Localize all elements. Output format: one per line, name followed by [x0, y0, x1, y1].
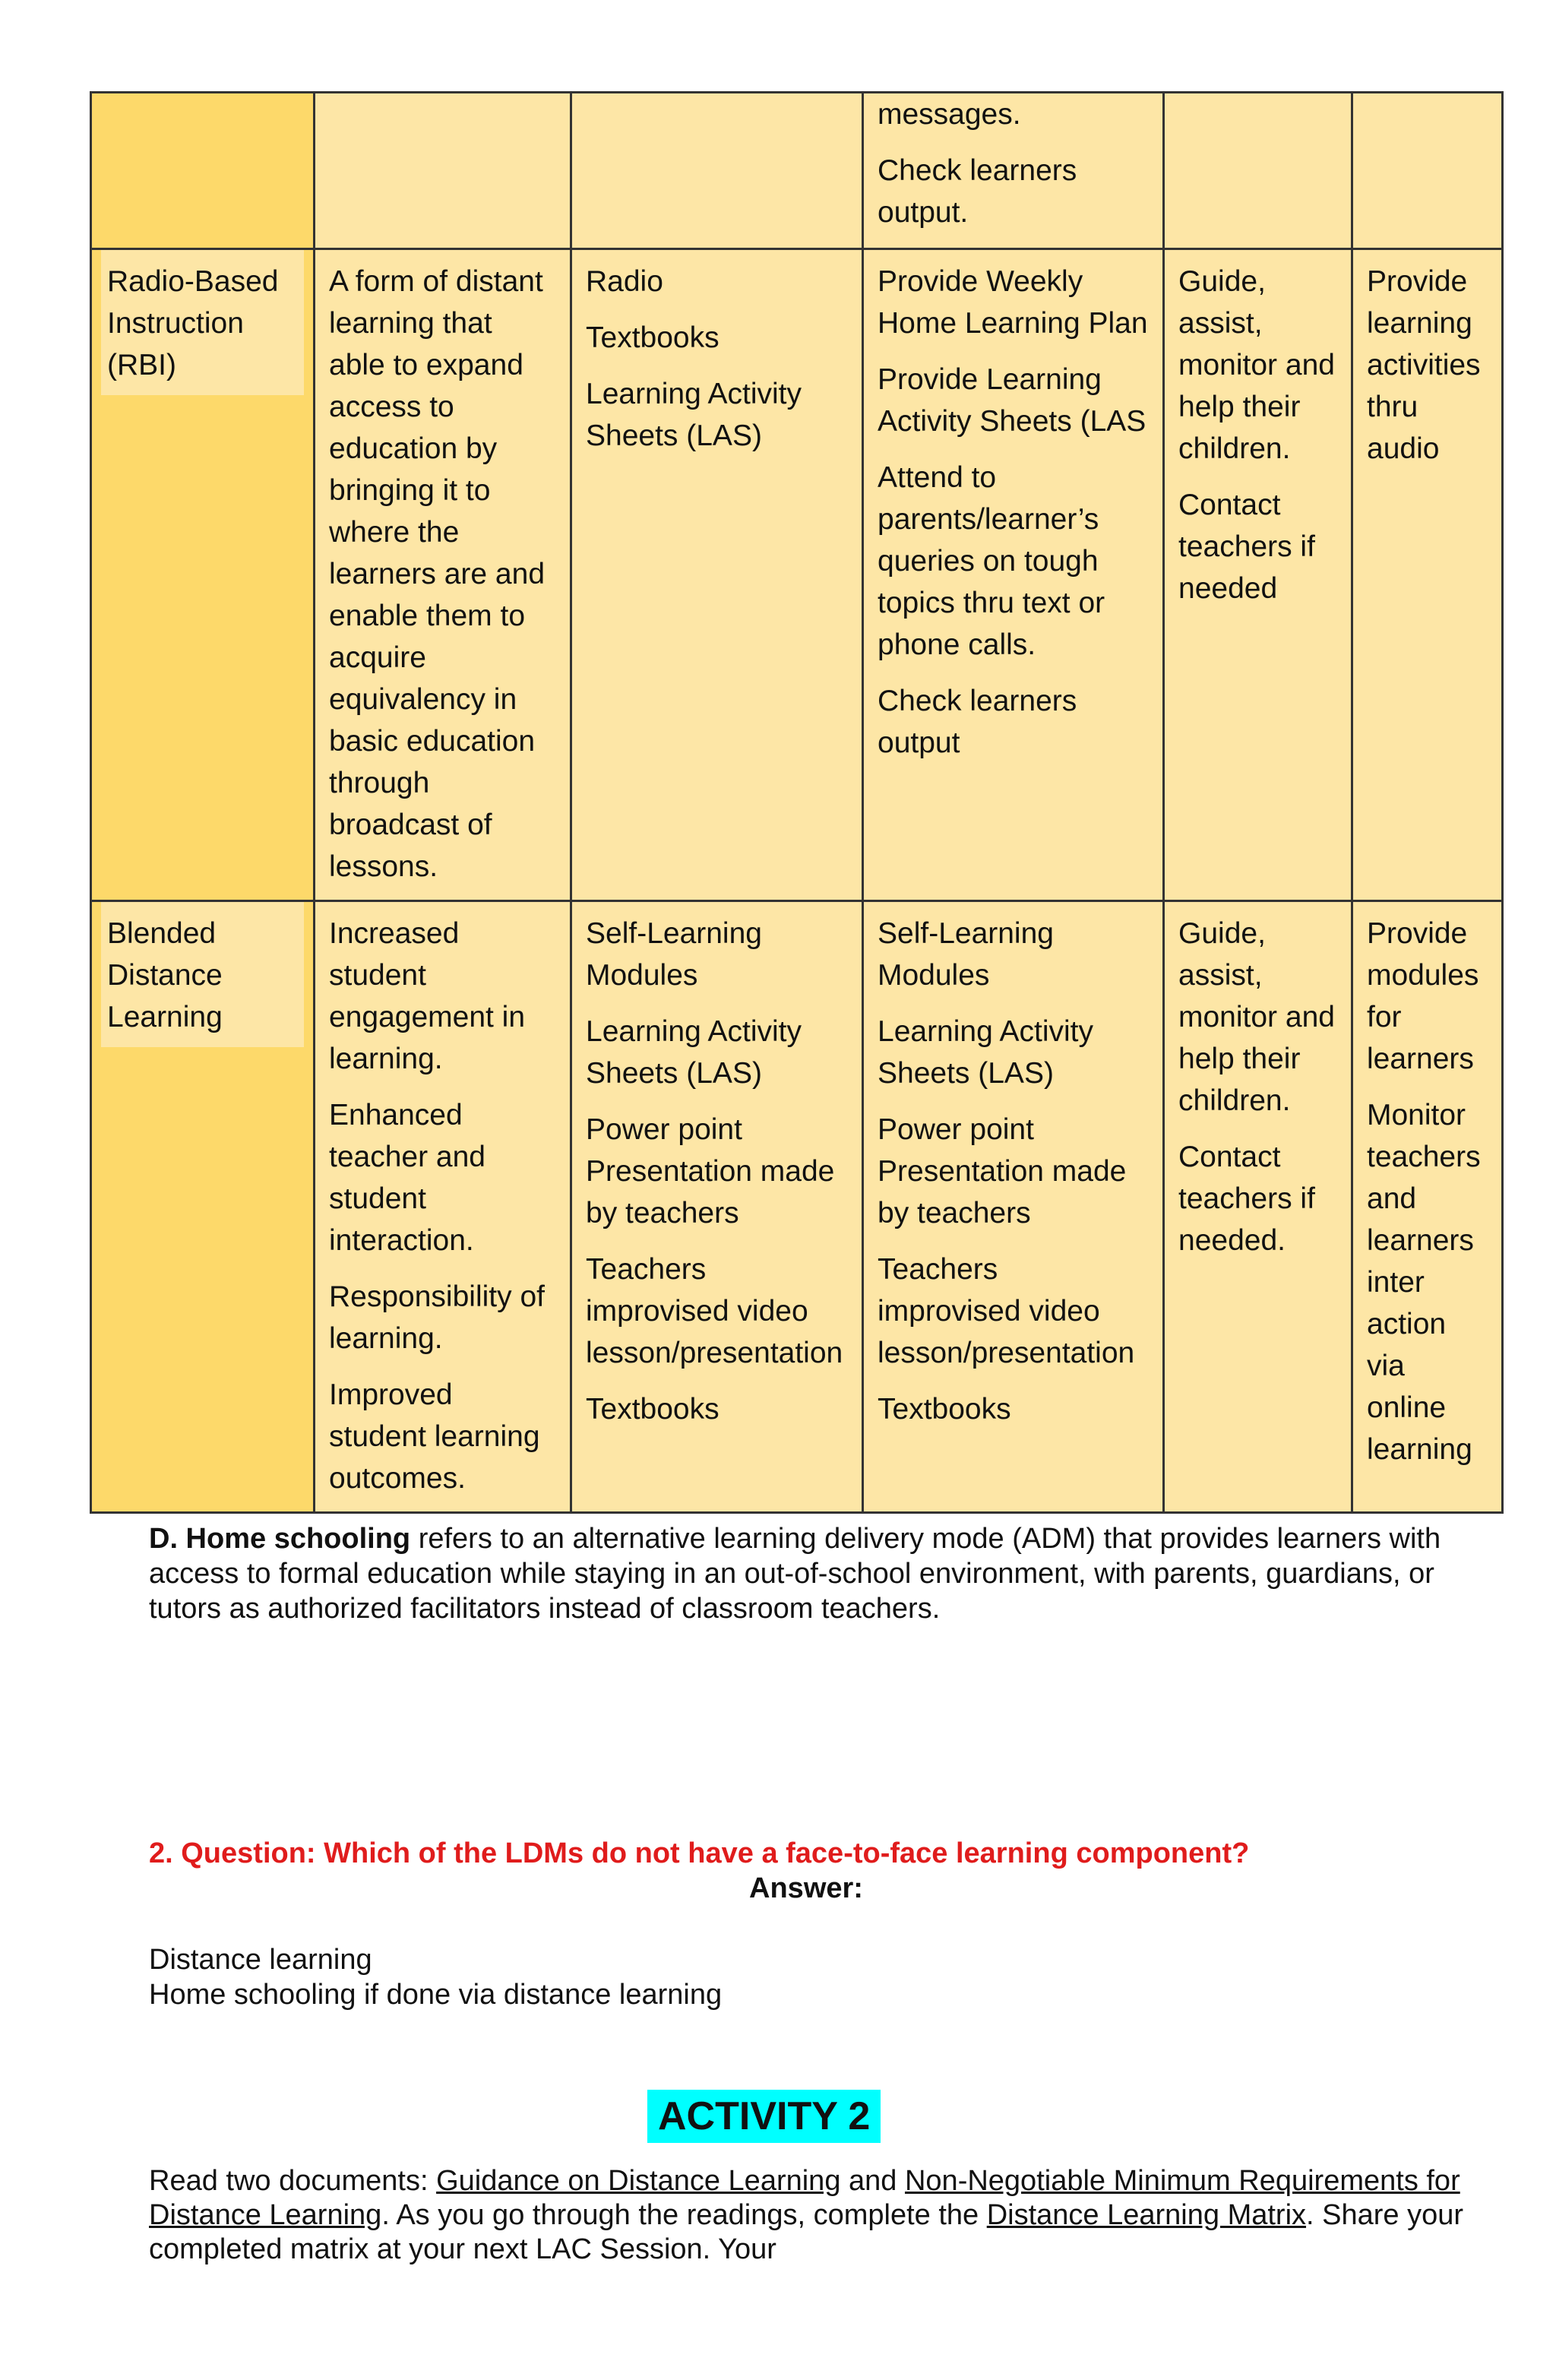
resources-item: Learning Activity Sheets (LAS): [586, 378, 802, 452]
school-item: Provide modules for learners: [1367, 917, 1479, 1075]
resources-item: Radio: [586, 265, 663, 298]
table-row: [91, 901, 1503, 1513]
resources-item: Learning Activity Sheets (LAS): [586, 1015, 802, 1090]
resources-cell: [571, 901, 863, 1513]
description-cell: [315, 249, 571, 901]
answer-label: Answer:: [749, 1872, 863, 1904]
description-item: Increased student engagement in learning.: [329, 917, 526, 1075]
home-schooling-text: refers to an alternative learning delivery mode (ADM) that provides learners with access to formal education while staying in an out-of-school environment, with parents, guardians, or tutors as authorized facilitators instead of classroom teachers.: [149, 1523, 1441, 1625]
requirements-link[interactable]: Non-Negotiable Minimum Requirements for Distance Learning: [149, 2165, 1460, 2231]
activity-end: . Share your completed matrix at your next LAC Session. Your: [149, 2199, 1464, 2265]
mode-label: Blended Distance Learning: [101, 902, 304, 1047]
school-cell: [1352, 93, 1503, 249]
resources-item: Teachers improvised video lesson/presentation: [586, 1253, 843, 1369]
teacher-cell: [863, 249, 1164, 901]
table-row: [91, 249, 1503, 901]
description-item: A form of distant learning that able to expand access to education by bringing it to where the learners are and enable them to acquire equivalency in basic education through broadcast of lessons.: [329, 265, 546, 883]
resources-cell: [571, 93, 863, 249]
resources-cell: [571, 249, 863, 901]
teacher-item: Teachers improvised video lesson/presentation: [878, 1253, 1135, 1369]
ldm-table: [90, 91, 1504, 1514]
mode-cell: [91, 249, 315, 901]
teacher-item: Attend to parents/learner’s queries on tough topics thru text or phone calls.: [878, 461, 1105, 661]
parents-item: Guide, assist, monitor and help their children.: [1178, 917, 1335, 1117]
parents-cell: [1164, 901, 1352, 1513]
mode-label: Radio-Based Instruction (RBI): [101, 250, 304, 395]
activity-title: ACTIVITY 2: [647, 2090, 881, 2143]
school-cell: [1352, 249, 1503, 901]
description-cell: [315, 901, 571, 1513]
parents-item: Contact teachers if needed.: [1178, 1141, 1315, 1257]
teacher-cell: [863, 901, 1164, 1513]
resources-item: Textbooks: [586, 1393, 719, 1426]
teacher-item: Power point Presentation made by teachers: [878, 1113, 1127, 1230]
teacher-cell: [863, 93, 1164, 249]
activity-mid: . As you go through the readings, complete the: [381, 2199, 987, 2231]
parents-cell: [1164, 93, 1352, 249]
resources-item: Power point Presentation made by teachers: [586, 1113, 835, 1230]
activity-intro: Read two documents:: [149, 2165, 437, 2197]
teacher-item: Check learners output: [878, 685, 1077, 759]
teacher-item: messages.: [878, 98, 1021, 131]
teacher-item: Provide Weekly Home Learning Plan: [878, 265, 1148, 340]
question-text: 2. Question: Which of the LDMs do not have a face-to-face learning component?: [149, 1837, 1250, 1869]
answer-line: Distance learning: [149, 1944, 372, 1976]
parents-cell: [1164, 249, 1352, 901]
mode-cell: [91, 93, 315, 249]
school-item: Provide learning activities thru audio: [1367, 265, 1481, 465]
home-schooling-paragraph: [149, 1521, 1486, 1626]
parents-item: Contact teachers if needed: [1178, 489, 1315, 605]
teacher-item: Provide Learning Activity Sheets (LAS: [878, 363, 1146, 438]
guidance-link[interactable]: Guidance on Distance Learning: [436, 2165, 841, 2197]
description-cell: [315, 93, 571, 249]
mode-cell: [91, 901, 315, 1513]
table-row: [91, 93, 1503, 249]
matrix-link[interactable]: Distance Learning Matrix: [986, 2199, 1307, 2231]
resources-item: Textbooks: [586, 321, 719, 354]
description-item: Improved student learning outcomes.: [329, 1378, 540, 1495]
school-cell: [1352, 901, 1503, 1513]
teacher-item: Self-Learning Modules: [878, 917, 1054, 992]
description-item: Enhanced teacher and student interaction.: [329, 1099, 485, 1257]
school-item: Monitor teachers and learners inter action via online learning: [1367, 1099, 1481, 1466]
description-item: Responsibility of learning.: [329, 1280, 545, 1355]
home-schooling-term: D. Home schooling: [149, 1523, 411, 1555]
activity-and: and: [840, 2165, 905, 2197]
teacher-item: Learning Activity Sheets (LAS): [878, 1015, 1093, 1090]
teacher-item: Check learners output.: [878, 154, 1077, 229]
answer-line: Home schooling if done via distance learning: [149, 1979, 723, 2011]
parents-item: Guide, assist, monitor and help their children.: [1178, 265, 1335, 465]
activity-instructions: [149, 2164, 1486, 2267]
resources-item: Self-Learning Modules: [586, 917, 762, 992]
teacher-item: Textbooks: [878, 1393, 1011, 1426]
